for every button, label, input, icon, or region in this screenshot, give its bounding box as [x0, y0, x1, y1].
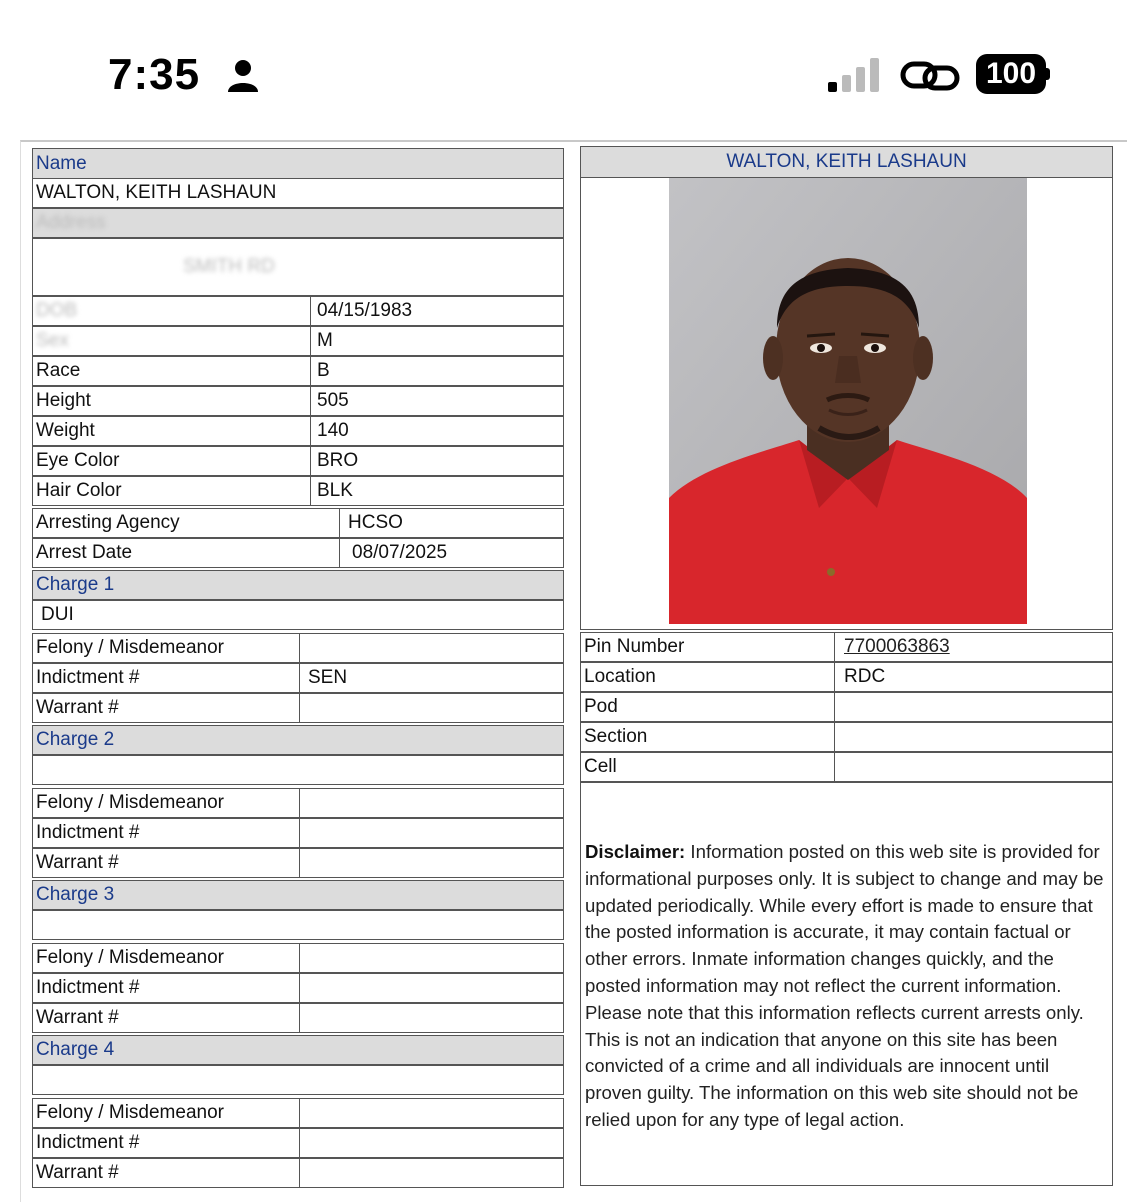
indictment-value: SEN	[308, 667, 348, 688]
arrest-date-row	[32, 538, 564, 568]
charge-description	[33, 911, 41, 939]
address-value-row	[32, 238, 564, 296]
felony-label: Felony / Misdemeanor	[36, 637, 224, 658]
warrant-value	[305, 1159, 308, 1187]
name-value: WALTON, KEITH LASHAUN	[36, 182, 277, 203]
disclaimer-box	[580, 782, 1113, 1186]
indictment-label: Indictment #	[36, 977, 140, 998]
felony-value	[305, 634, 308, 662]
warrant-row	[32, 848, 564, 878]
arrest-date-label: Arrest Date	[36, 542, 133, 563]
section-value	[841, 723, 844, 751]
warrant-label: Warrant #	[36, 1007, 119, 1028]
indictment-value	[305, 1129, 308, 1157]
status-time: 7:35	[108, 50, 201, 99]
indictment-row	[32, 818, 564, 848]
charge-header	[32, 570, 564, 600]
arresting-agency-row	[32, 508, 564, 538]
attr-label: Hair Color	[36, 480, 122, 501]
warrant-row	[32, 693, 564, 723]
warrant-value	[305, 849, 308, 877]
attr-row	[32, 326, 564, 356]
inmate-name-header: WALTON, KEITH LASHAUN	[580, 146, 1113, 178]
warrant-value	[305, 1004, 308, 1032]
felony-row	[32, 943, 564, 973]
charge-header	[32, 725, 564, 755]
attr-row	[32, 446, 564, 476]
attr-label: Race	[36, 360, 81, 381]
warrant-row	[32, 1003, 564, 1033]
location-label: Location	[584, 666, 656, 687]
pod-row	[580, 692, 1113, 722]
battery-icon	[976, 54, 1050, 94]
disclaimer-text: Information posted on this web site is provided for informational purposes only. It is subject to change and may be updated periodically. While every effort is made to ensure that the posted information is accurate, it may contain factual or other errors. Inmate information changes quickly, and the posted information may not reflect the current information. Please note that this information reflects current arrests only. This is not an indication that anyone on this site has been convicted of a crime and all individuals are innocent until proven guilty. The information on this web site should not be relied upon for any type of legal action.	[585, 841, 1104, 1130]
attr-value: BRO	[317, 450, 359, 471]
attr-row	[32, 386, 564, 416]
status-bar	[0, 0, 1132, 140]
arresting-agency-value: HCSO	[348, 512, 403, 533]
attr-value: M	[317, 330, 333, 351]
attr-row	[32, 416, 564, 446]
cell-row	[580, 752, 1113, 782]
name-value-row	[32, 178, 564, 208]
dob-value: 04/15/1983	[317, 300, 413, 321]
felony-label: Felony / Misdemeanor	[36, 947, 224, 968]
attr-value: 505	[317, 390, 349, 411]
pod-label: Pod	[584, 696, 618, 717]
indictment-row	[32, 973, 564, 1003]
pin-number-label: Pin Number	[584, 636, 685, 657]
charge-header	[32, 1035, 564, 1065]
pin-number-row	[580, 632, 1113, 662]
indictment-value	[305, 819, 308, 847]
charge-description-row	[32, 600, 564, 630]
cell-value	[841, 753, 844, 781]
battery-tip	[1046, 68, 1050, 80]
warrant-label: Warrant #	[36, 1162, 119, 1183]
photo-container	[580, 178, 1113, 630]
charge-title: Charge 4	[36, 1039, 115, 1060]
name-label: Name	[36, 152, 87, 174]
name-header-row	[32, 148, 564, 179]
address-label: Address	[36, 212, 106, 233]
charge-title: Charge 3	[36, 884, 115, 905]
warrant-label: Warrant #	[36, 852, 119, 873]
felony-label: Felony / Misdemeanor	[36, 1102, 224, 1123]
address-value: SMITH RD	[183, 256, 275, 277]
charge-description	[33, 756, 41, 784]
section-row	[580, 722, 1113, 752]
charge-description-row	[32, 755, 564, 785]
felony-row	[32, 633, 564, 663]
warrant-label: Warrant #	[36, 697, 119, 718]
felony-value	[305, 944, 308, 972]
section-label: Section	[584, 726, 648, 747]
attr-label: Height	[36, 390, 91, 411]
charge-description-row	[32, 1065, 564, 1095]
attr-value: 140	[317, 420, 349, 441]
dob-row	[32, 296, 564, 326]
felony-value	[305, 1099, 308, 1127]
charge-header	[32, 880, 564, 910]
charge-description-row	[32, 910, 564, 940]
battery-level: 100	[976, 54, 1046, 94]
pod-value	[841, 693, 844, 721]
felony-row	[32, 1098, 564, 1128]
indictment-row	[32, 1128, 564, 1158]
attr-label: Weight	[36, 420, 95, 441]
charge-title: Charge 2	[36, 729, 115, 750]
felony-label: Felony / Misdemeanor	[36, 792, 224, 813]
charge-description	[33, 1066, 41, 1094]
disclaimer-title: Disclaimer:	[585, 841, 686, 862]
person-icon	[226, 58, 260, 94]
felony-row	[32, 788, 564, 818]
cell-label: Cell	[584, 756, 617, 777]
address-header-row	[32, 208, 564, 238]
dob-label: DOB	[36, 300, 78, 321]
mugshot-photo	[669, 178, 1027, 624]
felony-value	[305, 789, 308, 817]
signal-icon	[828, 58, 886, 92]
attr-value: BLK	[317, 480, 353, 501]
indictment-row	[32, 663, 564, 693]
location-value: RDC	[844, 666, 886, 687]
attr-label: Eye Color	[36, 450, 120, 471]
warrant-value	[305, 694, 308, 722]
attr-row	[32, 356, 564, 386]
indictment-label: Indictment #	[36, 667, 140, 688]
indictment-label: Indictment #	[36, 822, 140, 843]
charge-description: DUI	[41, 604, 74, 625]
indictment-value	[305, 974, 308, 1002]
arrest-date-value: 08/07/2025	[352, 542, 448, 563]
attr-row	[32, 476, 564, 506]
attr-label: Sex	[36, 330, 69, 351]
link-icon	[900, 60, 960, 92]
arresting-agency-label: Arresting Agency	[36, 512, 180, 533]
warrant-row	[32, 1158, 564, 1188]
indictment-label: Indictment #	[36, 1132, 140, 1153]
location-row	[580, 662, 1113, 692]
attr-value: B	[317, 360, 330, 381]
pin-number-link[interactable]: 7700063863	[844, 636, 950, 657]
charge-title: Charge 1	[36, 574, 115, 595]
